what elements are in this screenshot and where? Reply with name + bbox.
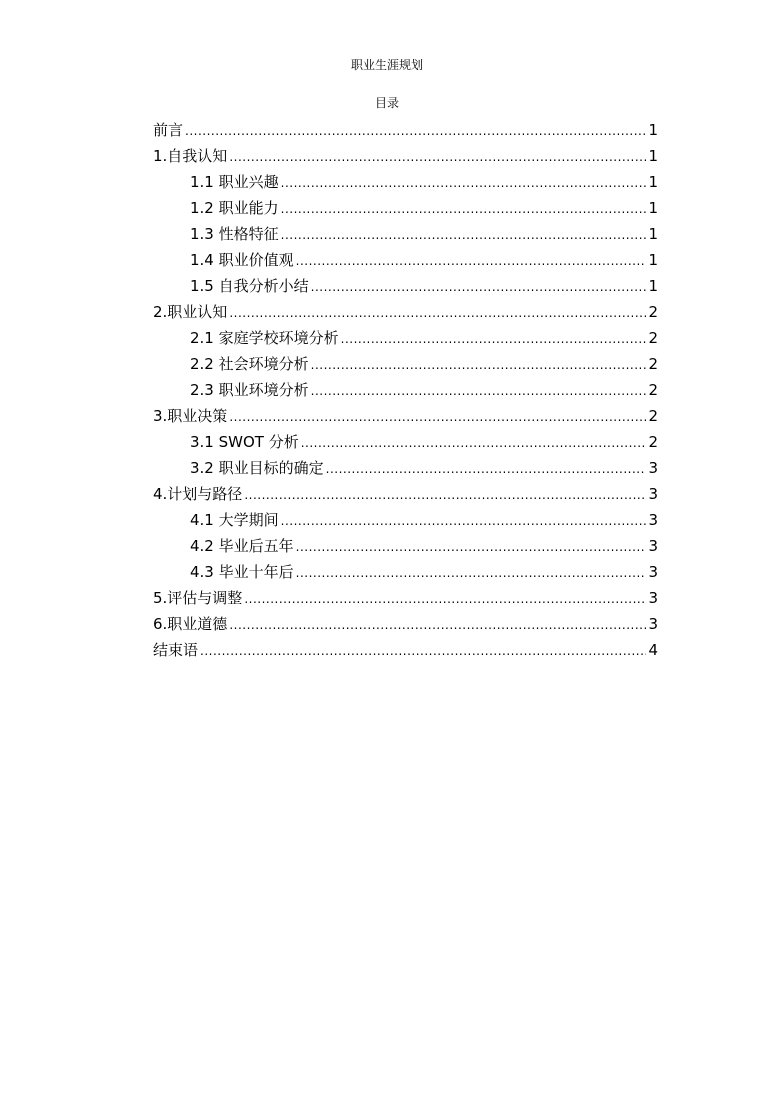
toc-dot-leader bbox=[229, 612, 646, 637]
toc-dot-leader bbox=[311, 352, 647, 377]
toc-dot-leader bbox=[229, 144, 646, 169]
toc-entry[interactable] bbox=[153, 325, 658, 351]
toc-entry-label: 1.1 职业兴趣 bbox=[190, 173, 279, 191]
toc-page-number: 3 bbox=[648, 615, 658, 633]
toc-page-number: 1 bbox=[648, 121, 658, 139]
toc-dot-leader bbox=[244, 586, 646, 611]
toc-entry[interactable] bbox=[153, 299, 658, 325]
toc-dot-leader bbox=[341, 326, 647, 351]
toc-page-number: 1 bbox=[648, 199, 658, 217]
toc-dot-leader bbox=[244, 482, 646, 507]
toc-entry-label: 4.计划与路径 bbox=[153, 485, 243, 503]
toc-entry-label: 4.3 毕业十年后 bbox=[190, 563, 294, 581]
toc-page-number: 1 bbox=[648, 251, 658, 269]
toc-entry-label: 2.1 家庭学校环境分析 bbox=[190, 329, 339, 347]
toc-page-number: 3 bbox=[648, 459, 658, 477]
toc-entry-label: 3.职业决策 bbox=[153, 407, 228, 425]
toc-entry[interactable] bbox=[153, 195, 658, 221]
toc-entry[interactable] bbox=[153, 559, 658, 585]
toc-entry[interactable] bbox=[153, 273, 658, 299]
toc-page-number: 2 bbox=[648, 407, 658, 425]
toc-entry[interactable] bbox=[153, 117, 658, 143]
toc-dot-leader bbox=[281, 170, 647, 195]
toc-dot-leader bbox=[301, 430, 647, 455]
toc-entry-label: 1.4 职业价值观 bbox=[190, 251, 294, 269]
toc-page-number: 3 bbox=[648, 537, 658, 555]
toc-entry-label: 2.2 社会环境分析 bbox=[190, 355, 309, 373]
toc-page-number: 3 bbox=[648, 511, 658, 529]
toc-entry-label: 结束语 bbox=[153, 641, 199, 659]
toc-dot-leader bbox=[326, 456, 647, 481]
toc-dot-leader bbox=[281, 508, 647, 533]
toc-page-number: 1 bbox=[648, 277, 658, 295]
toc-page-number: 1 bbox=[648, 173, 658, 191]
toc-dot-leader bbox=[311, 378, 647, 403]
toc-entry-label: 3.1 SWOT 分析 bbox=[190, 433, 299, 451]
toc-entry-label: 2.3 职业环境分析 bbox=[190, 381, 309, 399]
toc-page-number: 2 bbox=[648, 433, 658, 451]
toc-page-number: 3 bbox=[648, 485, 658, 503]
toc-dot-leader bbox=[185, 118, 646, 143]
toc-dot-leader bbox=[296, 560, 647, 585]
toc-entry[interactable] bbox=[153, 247, 658, 273]
toc-page-number: 2 bbox=[648, 381, 658, 399]
toc-entry[interactable] bbox=[153, 221, 658, 247]
toc-page-number: 2 bbox=[648, 355, 658, 373]
toc-dot-leader bbox=[229, 300, 646, 325]
toc-entry-label: 3.2 职业目标的确定 bbox=[190, 459, 324, 477]
toc-entry-label: 1.2 职业能力 bbox=[190, 199, 279, 217]
toc-heading: 目录 bbox=[374, 96, 399, 110]
toc-entry[interactable] bbox=[153, 377, 658, 403]
toc-entry[interactable] bbox=[153, 169, 658, 195]
toc-entry-label: 5.评估与调整 bbox=[153, 589, 243, 607]
table-of-contents bbox=[153, 117, 658, 663]
toc-entry[interactable] bbox=[153, 143, 658, 169]
toc-entry-label: 2.职业认知 bbox=[153, 303, 228, 321]
toc-entry[interactable] bbox=[153, 403, 658, 429]
toc-entry[interactable] bbox=[153, 481, 658, 507]
toc-page-number: 3 bbox=[648, 563, 658, 581]
toc-entry[interactable] bbox=[153, 455, 658, 481]
toc-entry[interactable] bbox=[153, 533, 658, 559]
toc-entry[interactable] bbox=[153, 429, 658, 455]
toc-entry-label: 1.5 自我分析小结 bbox=[190, 277, 309, 295]
toc-page-number: 1 bbox=[648, 225, 658, 243]
toc-page-number: 3 bbox=[648, 589, 658, 607]
toc-entry[interactable] bbox=[153, 585, 658, 611]
toc-entry-label: 6.职业道德 bbox=[153, 615, 228, 633]
toc-dot-leader bbox=[311, 274, 647, 299]
toc-dot-leader bbox=[281, 222, 647, 247]
toc-dot-leader bbox=[296, 534, 647, 559]
toc-page-number: 2 bbox=[648, 303, 658, 321]
toc-entry[interactable] bbox=[153, 351, 658, 377]
toc-dot-leader bbox=[281, 196, 647, 221]
toc-entry-label: 1.3 性格特征 bbox=[190, 225, 279, 243]
toc-dot-leader bbox=[229, 404, 646, 429]
toc-dot-leader bbox=[296, 248, 647, 273]
toc-entry[interactable] bbox=[153, 507, 658, 533]
toc-page-number: 4 bbox=[648, 641, 658, 659]
toc-entry-label: 前言 bbox=[153, 121, 184, 139]
toc-entry-label: 4.1 大学期间 bbox=[190, 511, 279, 529]
toc-entry[interactable] bbox=[153, 637, 658, 663]
toc-entry-label: 1.自我认知 bbox=[153, 147, 228, 165]
toc-entry-label: 4.2 毕业后五年 bbox=[190, 537, 294, 555]
toc-dot-leader bbox=[200, 638, 646, 663]
page-header: 职业生涯规划 bbox=[350, 58, 423, 72]
toc-page-number: 1 bbox=[648, 147, 658, 165]
toc-entry[interactable] bbox=[153, 611, 658, 637]
toc-page-number: 2 bbox=[648, 329, 658, 347]
